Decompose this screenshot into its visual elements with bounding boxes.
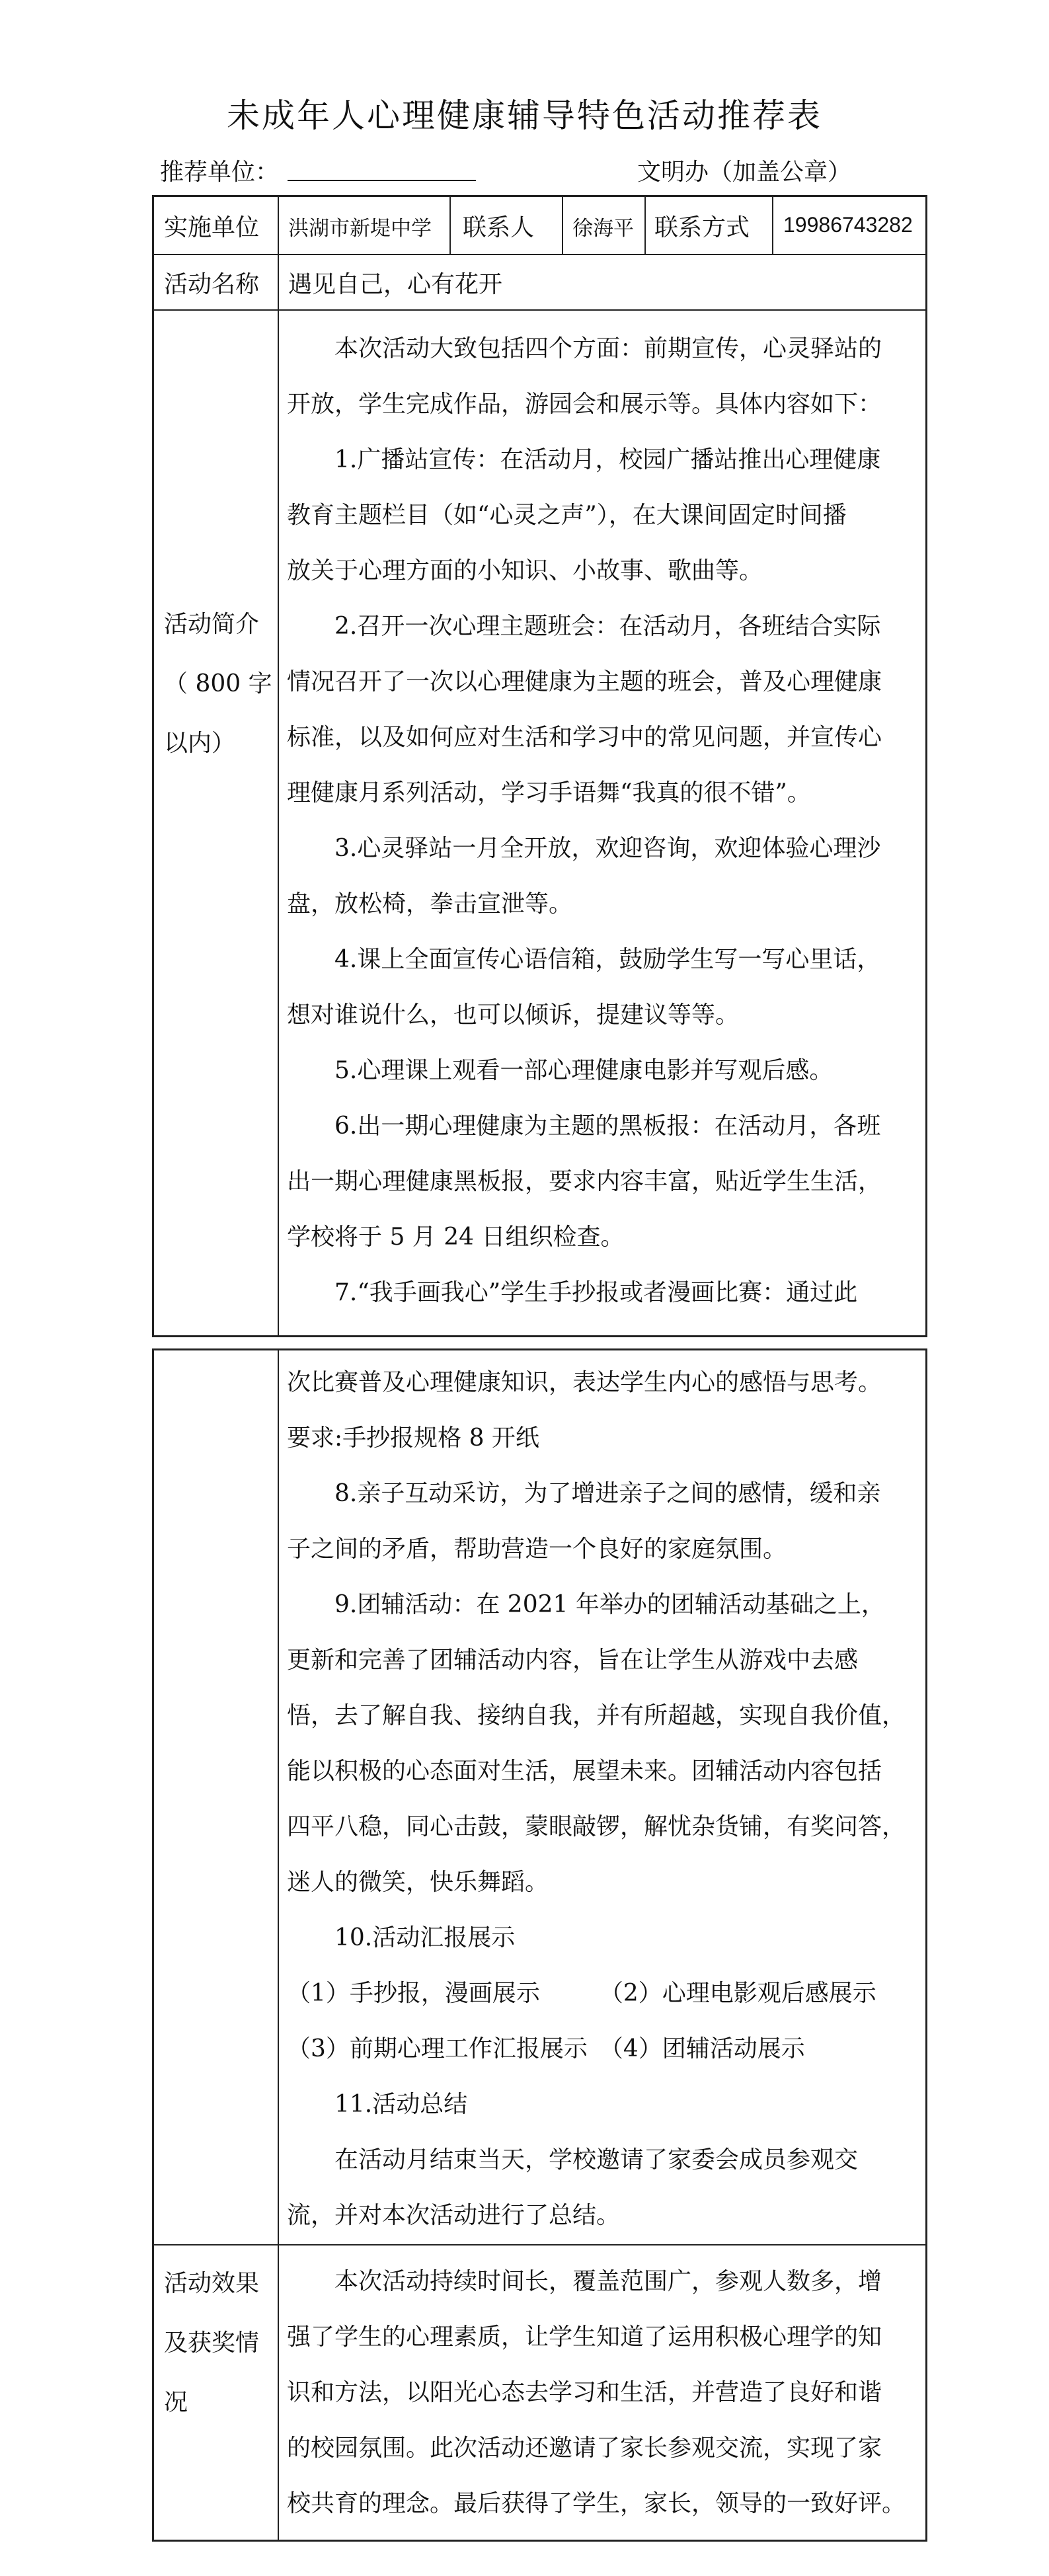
table-border [152,1348,927,1350]
intro-label [164,595,272,773]
form-title: 未成年人心理健康辅导特色活动推荐表 [227,97,822,135]
text-line: 教育主题栏目（如“心灵之声”），在大课间固定时间播 [287,502,847,529]
intro-label-line: 以内） [164,730,236,757]
text-line: 11.活动总结 [287,2091,468,2118]
text-line: 流，并对本次活动进行了总结。 [287,2202,621,2229]
text-line: 开放，学生完成作品，游园会和展示等。具体内容如下： [287,391,882,418]
impl-unit-value: 洪湖市新堤中学 [288,217,432,241]
text-line: 悟，去了解自我、接纳自我，并有所超越，实现自我价值， [287,1702,906,1729]
contact-label: 联系人 [463,214,535,241]
table-border [152,195,154,1337]
activity-name-label: 活动名称 [164,271,260,298]
text-line: （1）手抄报，漫画展示 （2）心理电影观后感展示 [287,1980,876,2007]
text-line: 情况召开了一次以心理健康为主题的班会，普及心理健康 [287,668,882,695]
text-line: 识和方法，以阳光心态去学习和生活，并营造了良好和谐 [287,2379,882,2406]
table-border [152,1348,154,2542]
text-line: 7.“我手画我心”学生手抄报或者漫画比赛：通过此 [287,1279,858,1306]
text-line: 想对谁说什么，也可以倾诉，提建议等等。 [287,1001,740,1029]
phone-label: 联系方式 [654,214,750,241]
text-line: 4.课上全面宣传心语信箱，鼓励学生写一写心里话， [287,946,881,973]
text-line: 2.召开一次心理主题班会：在活动月，各班结合实际 [287,613,881,640]
text-line: 本次活动持续时间长，覆盖范围广，参观人数多，增 [287,2268,882,2295]
table-divider [278,195,279,1337]
effect-text [287,2254,906,2532]
table-border [925,1348,927,2542]
text-line: 校共育的理念。最后获得了学生，家长，领导的一致好评。 [287,2490,906,2517]
table-border [152,195,927,197]
intro-text-page-1 [287,321,882,1321]
text-line: 更新和完善了团辅活动内容，旨在让学生从游戏中去感 [287,1647,859,1674]
text-line: 学校将于 5 月 24 日组织检查。 [287,1224,625,1251]
table-divider [278,1348,279,2542]
text-line: 1.广播站宣传：在活动月，校园广播站推出心理健康 [287,446,881,473]
activity-name-value: 遇见自己，心有花开 [288,271,503,298]
text-line: 本次活动大致包括四个方面：前期宣传，心灵驿站的 [287,335,882,362]
table-border [925,195,927,1337]
text-line: （3）前期心理工作汇报展示 （4）团辅活动展示 [287,2035,805,2062]
text-line: 次比赛普及心理健康知识，表达学生内心的感悟与思考。 [287,1369,882,1396]
table-divider [152,309,927,311]
text-line: 9.团辅活动：在 2021 年举办的团辅活动基础之上， [287,1591,885,1618]
table-border [152,2540,927,2542]
text-line: 子之间的矛盾，帮助营造一个良好的家庭氛围。 [287,1536,787,1563]
table-divider [562,195,563,254]
stamp-note: 文明办（加盖公章） [637,159,852,186]
table-divider [772,195,773,254]
table-divider [152,2244,927,2245]
phone-value: 19986743282 [783,213,913,237]
text-line: 四平八稳，同心击鼓，蒙眼敲锣，解忧杂货铺，有奖问答， [287,1813,906,1840]
intro-label-line: 活动简介 [164,611,260,638]
text-line: 8.亲子互动采访，为了增进亲子之间的感情，缓和亲 [287,1480,881,1507]
text-line: 能以积极的心态面对生活，展望未来。团辅活动内容包括 [287,1758,882,1785]
effect-label-line: 及获奖情 [164,2329,260,2357]
text-line: 10.活动汇报展示 [287,1924,516,1951]
table-divider [449,195,451,254]
text-line: 放关于心理方面的小知识、小故事、歌曲等。 [287,557,763,584]
table-border [152,1335,927,1337]
text-line: 盘，放松椅，拳击宣泄等。 [287,890,573,917]
text-line: 强了学生的心理素质，让学生知道了运用积极心理学的知 [287,2323,882,2351]
recommend-unit-blank[interactable] [288,180,476,181]
effect-label [164,2254,259,2433]
impl-unit-label: 实施单位 [164,214,260,241]
text-line: 迷人的微笑，快乐舞蹈。 [287,1869,549,1896]
intro-text-page-2 [287,1355,906,2244]
effect-label-line: 活动效果 [164,2270,260,2297]
text-line: 5.心理课上观看一部心理健康电影并写观后感。 [287,1057,834,1084]
recommend-unit-label: 推荐单位： [160,159,280,186]
text-line: 6.出一期心理健康为主题的黑板报：在活动月，各班 [287,1112,881,1140]
table-divider [152,254,927,255]
text-line: 理健康月系列活动，学习手语舞“我真的很不错”。 [287,779,811,806]
text-line: 在活动月结束当天，学校邀请了家委会成员参观交 [287,2146,859,2173]
effect-label-line: 况 [164,2389,188,2416]
table-divider [644,195,646,254]
text-line: 出一期心理健康黑板报，要求内容丰富，贴近学生生活， [287,1168,882,1195]
text-line: 标准，以及如何应对生活和学习中的常见问题，并宣传心 [287,724,882,751]
text-line: 的校园氛围。此次活动还邀请了家长参观交流，实现了家 [287,2435,882,2462]
text-line: 要求:手抄报规格 8 开纸 [287,1425,539,1452]
text-line: 3.心灵驿站一月全开放，欢迎咨询，欢迎体验心理沙 [287,835,881,862]
contact-value: 徐海平 [572,217,634,241]
intro-label-line: （ 800 字 [164,670,272,697]
